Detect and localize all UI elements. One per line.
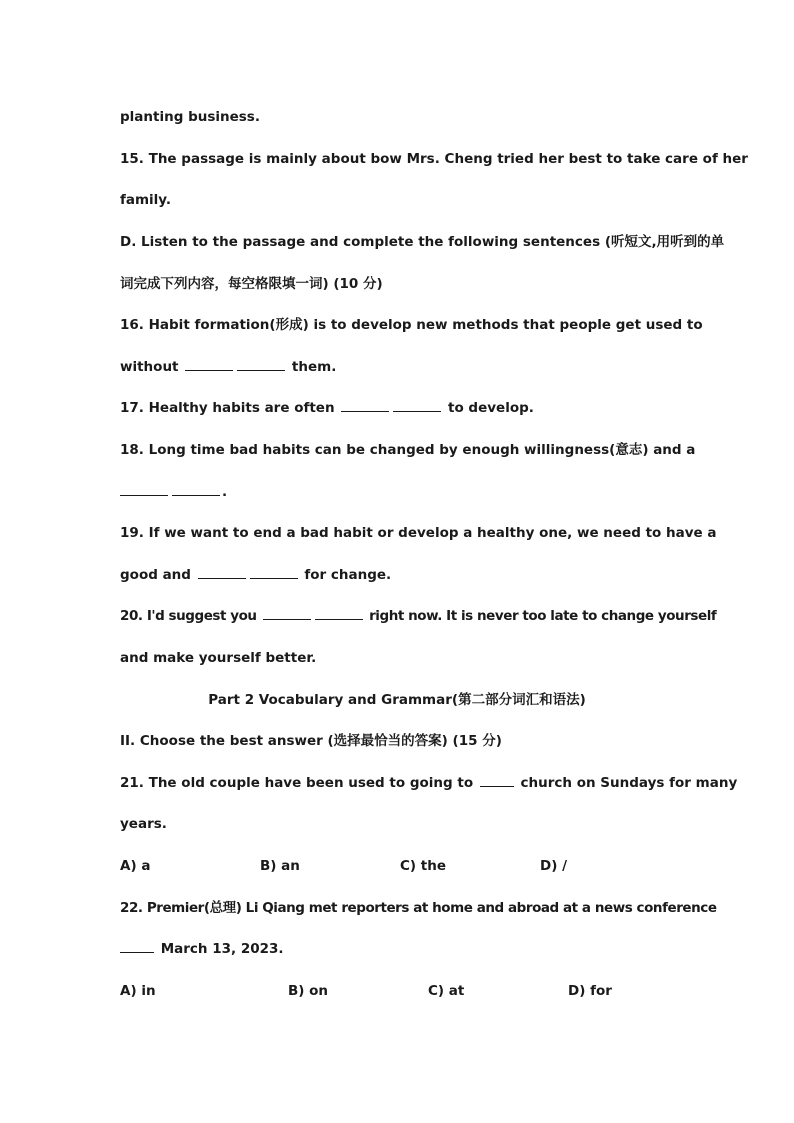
text-fragment: . (222, 484, 228, 500)
question-16: 16. Habit formation(形成) is to develop new methods that people get used to (120, 317, 703, 333)
text-fragment: right now. It is never too late to change yourself (369, 608, 717, 624)
section-ii-heading: II. Choose the best answer (选择最恰当的答案) (15 分) (120, 733, 502, 749)
question-19: 19. If we want to end a bad habit or develop a healthy one, we need to have a (120, 525, 717, 541)
answer-blank[interactable] (237, 358, 285, 371)
text-fragment: to develop. (447, 400, 534, 416)
q22-option-a[interactable]: A) in (120, 983, 156, 999)
q21-option-a[interactable]: A) a (120, 858, 151, 874)
question-18: 18. Long time bad habits can be changed by enough willingness(意志) and a (120, 442, 696, 458)
text-fragment: 17. Healthy habits are often (120, 400, 335, 416)
q22-option-d[interactable]: D) for (568, 983, 612, 999)
text-fragment: them. (291, 359, 337, 375)
answer-blank[interactable] (250, 566, 298, 579)
answer-blank[interactable] (120, 940, 154, 953)
q22-option-b[interactable]: B) on (288, 983, 329, 999)
question-19-cont (120, 566, 674, 584)
answer-blank[interactable] (393, 399, 441, 412)
answer-blank[interactable] (185, 358, 233, 371)
answer-blank[interactable] (172, 483, 220, 496)
answer-blank[interactable] (120, 483, 168, 496)
text-fragment: 20. I'd suggest you (120, 608, 257, 624)
text-fragment: 21. The old couple have been used to going to (120, 775, 474, 791)
question-17 (120, 399, 674, 417)
text-fragment: for change. (304, 567, 392, 583)
question-22-cont (120, 940, 674, 958)
text-fragment: church on Sundays for many (520, 775, 738, 791)
question-18-cont (120, 483, 674, 501)
answer-blank[interactable] (341, 399, 389, 412)
text-line: planting business. (120, 109, 260, 125)
q22-option-c[interactable]: C) at (428, 983, 465, 999)
q21-option-c[interactable]: C) the (400, 858, 446, 874)
text-fragment: March 13, 2023. (160, 941, 284, 957)
question-20 (120, 607, 717, 625)
answer-blank[interactable] (315, 607, 363, 620)
answer-blank[interactable] (263, 607, 311, 620)
text-fragment: without (120, 359, 179, 375)
q21-option-b[interactable]: B) an (260, 858, 300, 874)
question-20-cont: and make yourself better. (120, 650, 317, 666)
section-d-heading: D. Listen to the passage and complete the following sentences (听短文,用听到的单 (120, 234, 725, 250)
text-line: family. (120, 192, 171, 208)
question-15: 15. The passage is mainly about bow Mrs. Cheng tried her best to take care of her (120, 151, 748, 167)
question-16-cont (120, 358, 674, 376)
question-22: 22. Premier(总理) Li Qiang met reporters at home and abroad at a news conference (120, 900, 717, 916)
answer-blank[interactable] (480, 774, 514, 787)
section-d-heading-cont: 词完成下列内容，每空格限填一词) (10 分) (120, 276, 383, 292)
part-2-heading: Part 2 Vocabulary and Grammar(第二部分词汇和语法) (208, 692, 586, 708)
answer-blank[interactable] (198, 566, 246, 579)
q21-option-d[interactable]: D) / (540, 858, 568, 874)
text-fragment: good and (120, 567, 191, 583)
question-21 (120, 774, 738, 792)
question-21-cont: years. (120, 816, 167, 832)
